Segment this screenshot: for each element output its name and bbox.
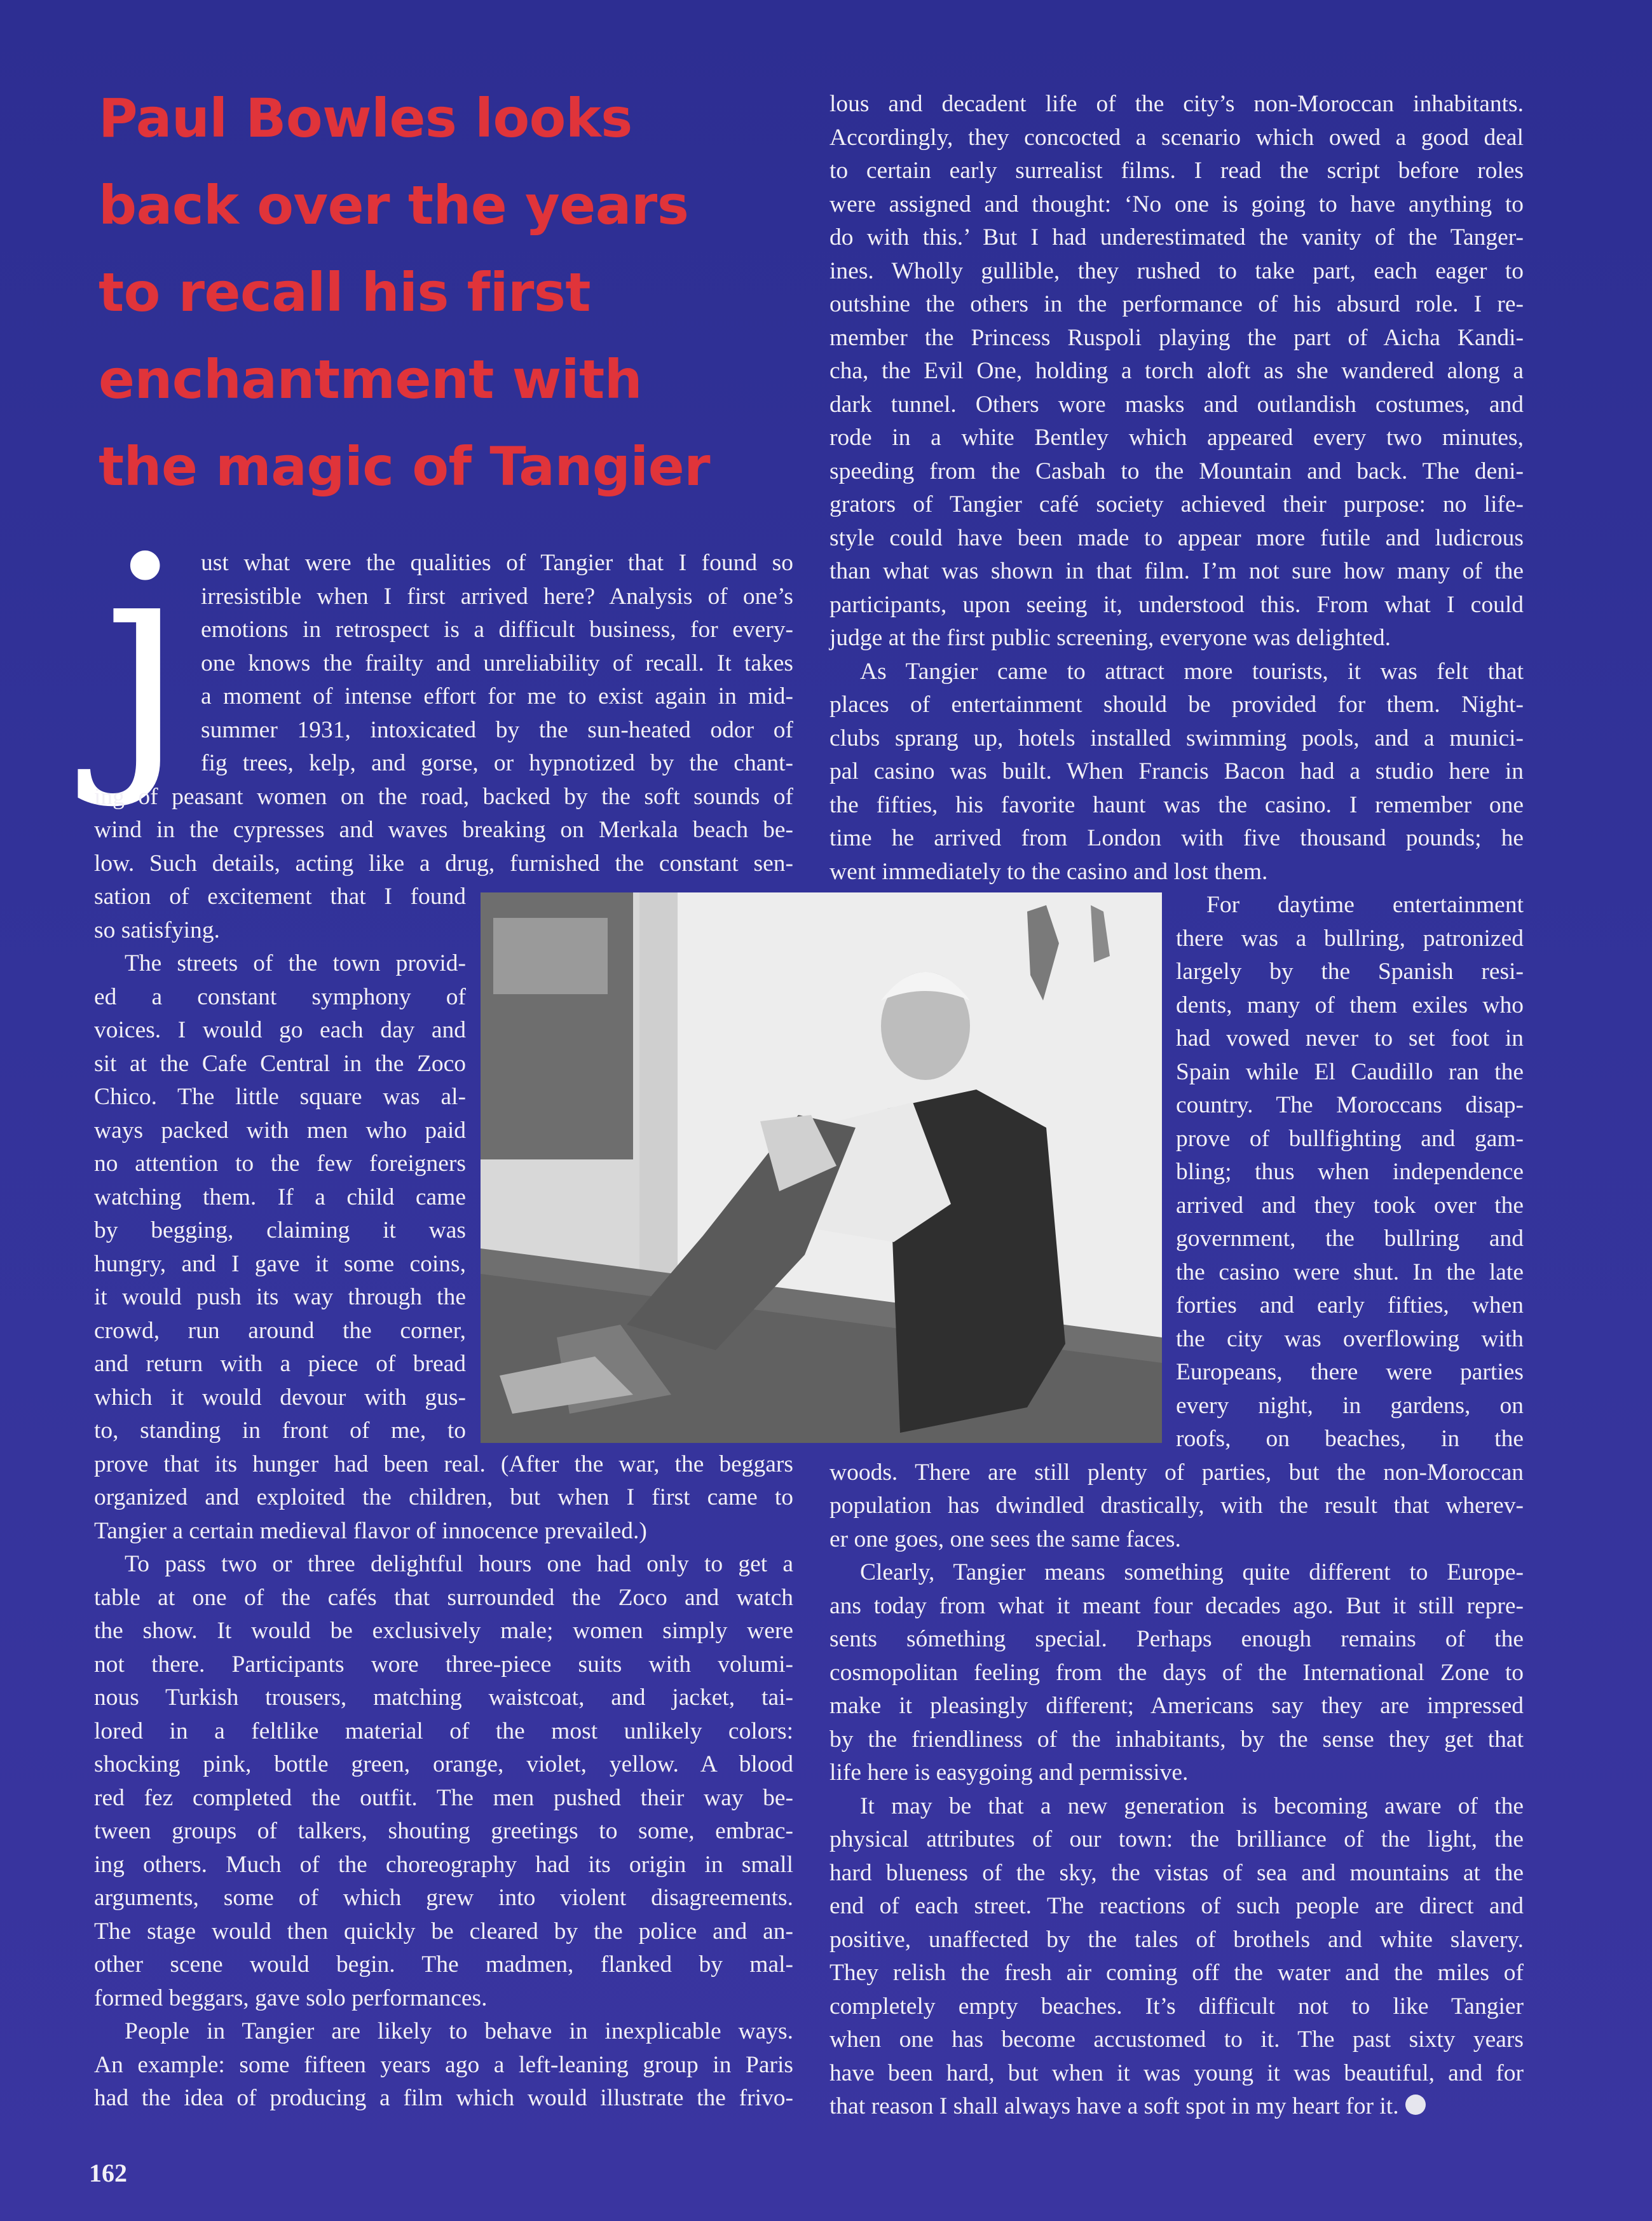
- text-line: ust what were the qualities of Tangier that I found so: [201, 550, 793, 576]
- text-line: Tangier a certain medieval flavor of innocence prevailed.): [94, 1517, 647, 1544]
- headline-line: Paul Bowles looks: [99, 87, 632, 149]
- text-line: time he arrived from London with five thousand pounds; he: [829, 825, 1524, 851]
- text-line: completely empty beaches. It’s difficult not to like Tangier: [829, 1993, 1524, 2019]
- text-line: To pass two or three delightful hours one had only to get a: [125, 1551, 793, 1577]
- text-line: hard blueness of the sky, the vistas of sea and mountains at the: [829, 1859, 1524, 1886]
- text-line: summer 1931, intoxicated by the sun-heated odor of: [201, 716, 793, 743]
- text-line: life here is easygoing and permissive.: [829, 1760, 1189, 1786]
- text-line: lous and decadent life of the city’s non-Moroccan inhabitants.: [829, 91, 1524, 117]
- text-line: there was a bullring, patronized: [1176, 925, 1524, 952]
- text-line: organized and exploited the children, but when I first came to: [94, 1484, 793, 1510]
- right-column-top: [829, 88, 1524, 889]
- text-line: cha, the Evil One, holding a torch aloft as she wandered along a: [829, 358, 1524, 384]
- text-line: prove that its hunger had been real. (After the war, the beggars: [94, 1451, 793, 1477]
- text-line: largely by the Spanish resi-: [1176, 959, 1524, 985]
- text-line: arguments, some of which grew into violent disagreements.: [94, 1885, 793, 1911]
- wrap-around-photo-right: [1176, 889, 1524, 1456]
- left-column-continued: [94, 1448, 793, 2115]
- text-line: Accordingly, they concocted a scenario which owed a good deal: [829, 124, 1524, 151]
- text-line: went immediately to the casino and lost them.: [829, 858, 1268, 885]
- text-line: shocking pink, bottle green, orange, violet, yellow. A blood: [94, 1751, 793, 1777]
- headline: [99, 75, 823, 510]
- text-line: An example: some fifteen years ago a left-leaning group in Paris: [94, 2051, 793, 2078]
- text-line: formed beggars, gave solo performances.: [94, 1985, 488, 2011]
- text-line: judge at the first public screening, everyone was delighted.: [829, 625, 1391, 651]
- text-line: speeding from the Casbah to the Mountain and back. The deni-: [829, 458, 1524, 484]
- text-line: outshine the others in the performance of his absurd role. I re-: [829, 291, 1524, 317]
- text-line: the fifties, his favorite haunt was the casino. I remember one: [829, 791, 1524, 818]
- text-line: voices. I would go each day and: [94, 1017, 466, 1043]
- text-line: end of each street. The reactions of such people are direct and: [829, 1893, 1524, 1919]
- text-line: watching them. If a child came: [94, 1184, 466, 1210]
- text-line: population has dwindled drastically, with the result that wherev-: [829, 1493, 1524, 1519]
- text-line: cosmopolitan feeling from the days of the International Zone to: [829, 1659, 1524, 1686]
- text-line: it would push its way through the: [94, 1284, 466, 1310]
- text-line: the show. It would be exclusively male; women simply were: [94, 1618, 793, 1644]
- text-line: member the Princess Ruspoli playing the part of Aicha Kandi-: [829, 324, 1524, 351]
- text-line: table at one of the cafés that surrounded the Zoco and watch: [94, 1584, 793, 1611]
- text-line: clubs sprang up, hotels installed swimming pools, and a munici-: [829, 725, 1524, 751]
- headline-line: enchantment with: [99, 348, 643, 411]
- text-line: grators of Tangier café society achieved their purpose: no life-: [829, 491, 1524, 517]
- text-line: People in Tangier are likely to behave in inexplicable ways.: [125, 2018, 793, 2044]
- text-line: tween groups of talkers, shouting greetings to some, embrac-: [94, 1818, 793, 1844]
- text-line: prove of bullfighting and gam-: [1176, 1125, 1524, 1152]
- text-line: As Tangier came to attract more tourists, it was felt that: [860, 658, 1524, 685]
- text-line: arrived and they took over the: [1176, 1192, 1524, 1219]
- text-line: dark tunnel. Others wore masks and outlandish costumes, and: [829, 391, 1524, 418]
- text-line: sation of excitement that I found: [94, 884, 466, 910]
- page-number: 162: [89, 2159, 127, 2187]
- text-line: other scene would begin. The madmen, flanked by mal-: [94, 1951, 793, 1978]
- text-line: which it would devour with gus-: [94, 1384, 466, 1411]
- text-line: Europeans, there were parties: [1176, 1359, 1524, 1385]
- drop-cap: j: [103, 500, 187, 810]
- text-line: to, standing in front of me, to: [94, 1418, 466, 1444]
- text-line: crowd, run around the corner,: [94, 1317, 466, 1344]
- text-line: Clearly, Tangier means something quite different to Europe-: [860, 1559, 1524, 1585]
- text-line: ways packed with men who paid: [94, 1117, 466, 1144]
- text-line: lored in a feltlike material of the most unlikely colors:: [94, 1718, 793, 1744]
- headline-line: to recall his first: [99, 261, 591, 324]
- text-line: It may be that a new generation is becoming aware of the: [860, 1793, 1524, 1819]
- text-line: had vowed never to set foot in: [1176, 1025, 1524, 1051]
- text-line: They relish the fresh air coming off the water and the miles of: [829, 1960, 1524, 1986]
- right-column-continued: [829, 1456, 1524, 2124]
- text-line: Chico. The little square was al-: [94, 1084, 466, 1110]
- text-line: no attention to the few foreigners: [94, 1151, 466, 1177]
- text-line: er one goes, one sees the same faces.: [829, 1526, 1181, 1552]
- text-line: were assigned and thought: ‘No one is going to have anything to: [829, 191, 1524, 217]
- text-line: have been hard, but when it was young it was beautiful, and for: [829, 2060, 1524, 2086]
- text-line: woods. There are still plenty of parties, but the non-Moroccan: [829, 1459, 1524, 1486]
- text-line: forties and early fifties, when: [1176, 1292, 1524, 1318]
- text-line: by begging, claiming it was: [94, 1217, 466, 1243]
- text-line: hungry, and I gave it some coins,: [94, 1250, 466, 1277]
- text-line: bling; thus when independence: [1176, 1159, 1524, 1185]
- text-line: ing of peasant women on the road, backed by the soft sounds of: [94, 783, 793, 810]
- text-line: pal casino was built. When Francis Bacon had a studio here in: [829, 758, 1524, 784]
- text-line: had the idea of producing a film which would illustrate the frivo-: [94, 2085, 793, 2111]
- text-line: every night, in gardens, on: [1176, 1392, 1524, 1419]
- text-line: not there. Participants wore three-piece suits with volumi-: [94, 1651, 793, 1678]
- text-line: ines. Wholly gullible, they rushed to take part, each eager to: [829, 257, 1524, 284]
- text-line: wind in the cypresses and waves breaking on Merkala beach be-: [94, 817, 793, 843]
- text-line: roofs, on beaches, in the: [1176, 1426, 1524, 1452]
- text-line: The stage would then quickly be cleared by the police and an-: [94, 1918, 793, 1944]
- article-column-right: [829, 88, 1524, 2124]
- text-line: that reason I shall always have a soft spot in my heart for it.: [829, 2090, 1524, 2124]
- text-line: sit at the Cafe Central in the Zoco: [94, 1050, 466, 1077]
- text-line: For daytime entertainment: [1206, 892, 1524, 918]
- text-line: one knows the frailty and unreliability of recall. It takes: [201, 650, 793, 676]
- text-line: the casino were shut. In the late: [1176, 1259, 1524, 1285]
- text-line: do with this.’ But I had underestimated the vanity of the Tanger-: [829, 224, 1524, 250]
- text-line: the city was overflowing with: [1176, 1325, 1524, 1352]
- text-line: fig trees, kelp, and gorse, or hypnotized by the chant-: [201, 750, 793, 776]
- text-line: country. The Moroccans disap-: [1176, 1092, 1524, 1118]
- text-line: rode in a white Bentley which appeared every two minutes,: [829, 425, 1524, 451]
- text-line: positive, unaffected by the tales of brothels and white slavery.: [829, 1926, 1524, 1953]
- text-line: sents sómething special. Perhaps enough remains of the: [829, 1626, 1524, 1652]
- text-line: nous Turkish trousers, matching waistcoat, and jacket, tai-: [94, 1685, 793, 1711]
- headline-line: the magic of Tangier: [99, 435, 711, 498]
- text-line: when one has become accustomed to it. The past sixty years: [829, 2026, 1524, 2053]
- text-line: emotions in retrospect is a difficult business, for every-: [201, 617, 793, 643]
- text-line: make it pleasingly different; Americans say they are impressed: [829, 1693, 1524, 1719]
- text-line: physical attributes of our town: the brilliance of the light, the: [829, 1826, 1524, 1852]
- text-line: than what was shown in that film. I’m not sure how many of the: [829, 558, 1524, 584]
- text-line: by the friendliness of the inhabitants, by the sense they get that: [829, 1726, 1524, 1753]
- text-line: ed a constant symphony of: [94, 983, 466, 1010]
- intro-paragraph: [94, 500, 793, 880]
- text-line: a moment of intense effort for me to exist again in mid-: [201, 683, 793, 709]
- text-line: irresistible when I first arrived here? Analysis of one’s: [201, 583, 793, 610]
- text-line: red fez completed the outfit. The men pushed their way be-: [94, 1784, 793, 1811]
- text-line: to certain early surrealist films. I read the script before roles: [829, 158, 1524, 184]
- text-line: and return with a piece of bread: [94, 1351, 466, 1377]
- text-line: places of entertainment should be provided for them. Night-: [829, 692, 1524, 718]
- text-line: ing others. Much of the choreography had its origin in small: [94, 1851, 793, 1878]
- text-line: government, the bullring and: [1176, 1226, 1524, 1252]
- end-mark-icon: [1405, 2095, 1426, 2115]
- wrap-around-photo-left: [94, 880, 466, 1448]
- text-line: style could have been made to appear more futile and ludicrous: [829, 524, 1524, 551]
- text-line: dents, many of them exiles who: [1176, 992, 1524, 1018]
- text-line: low. Such details, acting like a drug, furnished the constant sen-: [94, 850, 793, 877]
- text-line: Spain while El Caudillo ran the: [1176, 1058, 1524, 1085]
- text-line: ans today from what it meant four decades ago. But it still repre-: [829, 1592, 1524, 1619]
- headline-line: back over the years: [99, 174, 689, 236]
- text-line: participants, upon seeing it, understood this. From what I could: [829, 591, 1524, 618]
- text-line: so satisfying.: [94, 917, 220, 943]
- text-line: The streets of the town provid-: [125, 950, 466, 976]
